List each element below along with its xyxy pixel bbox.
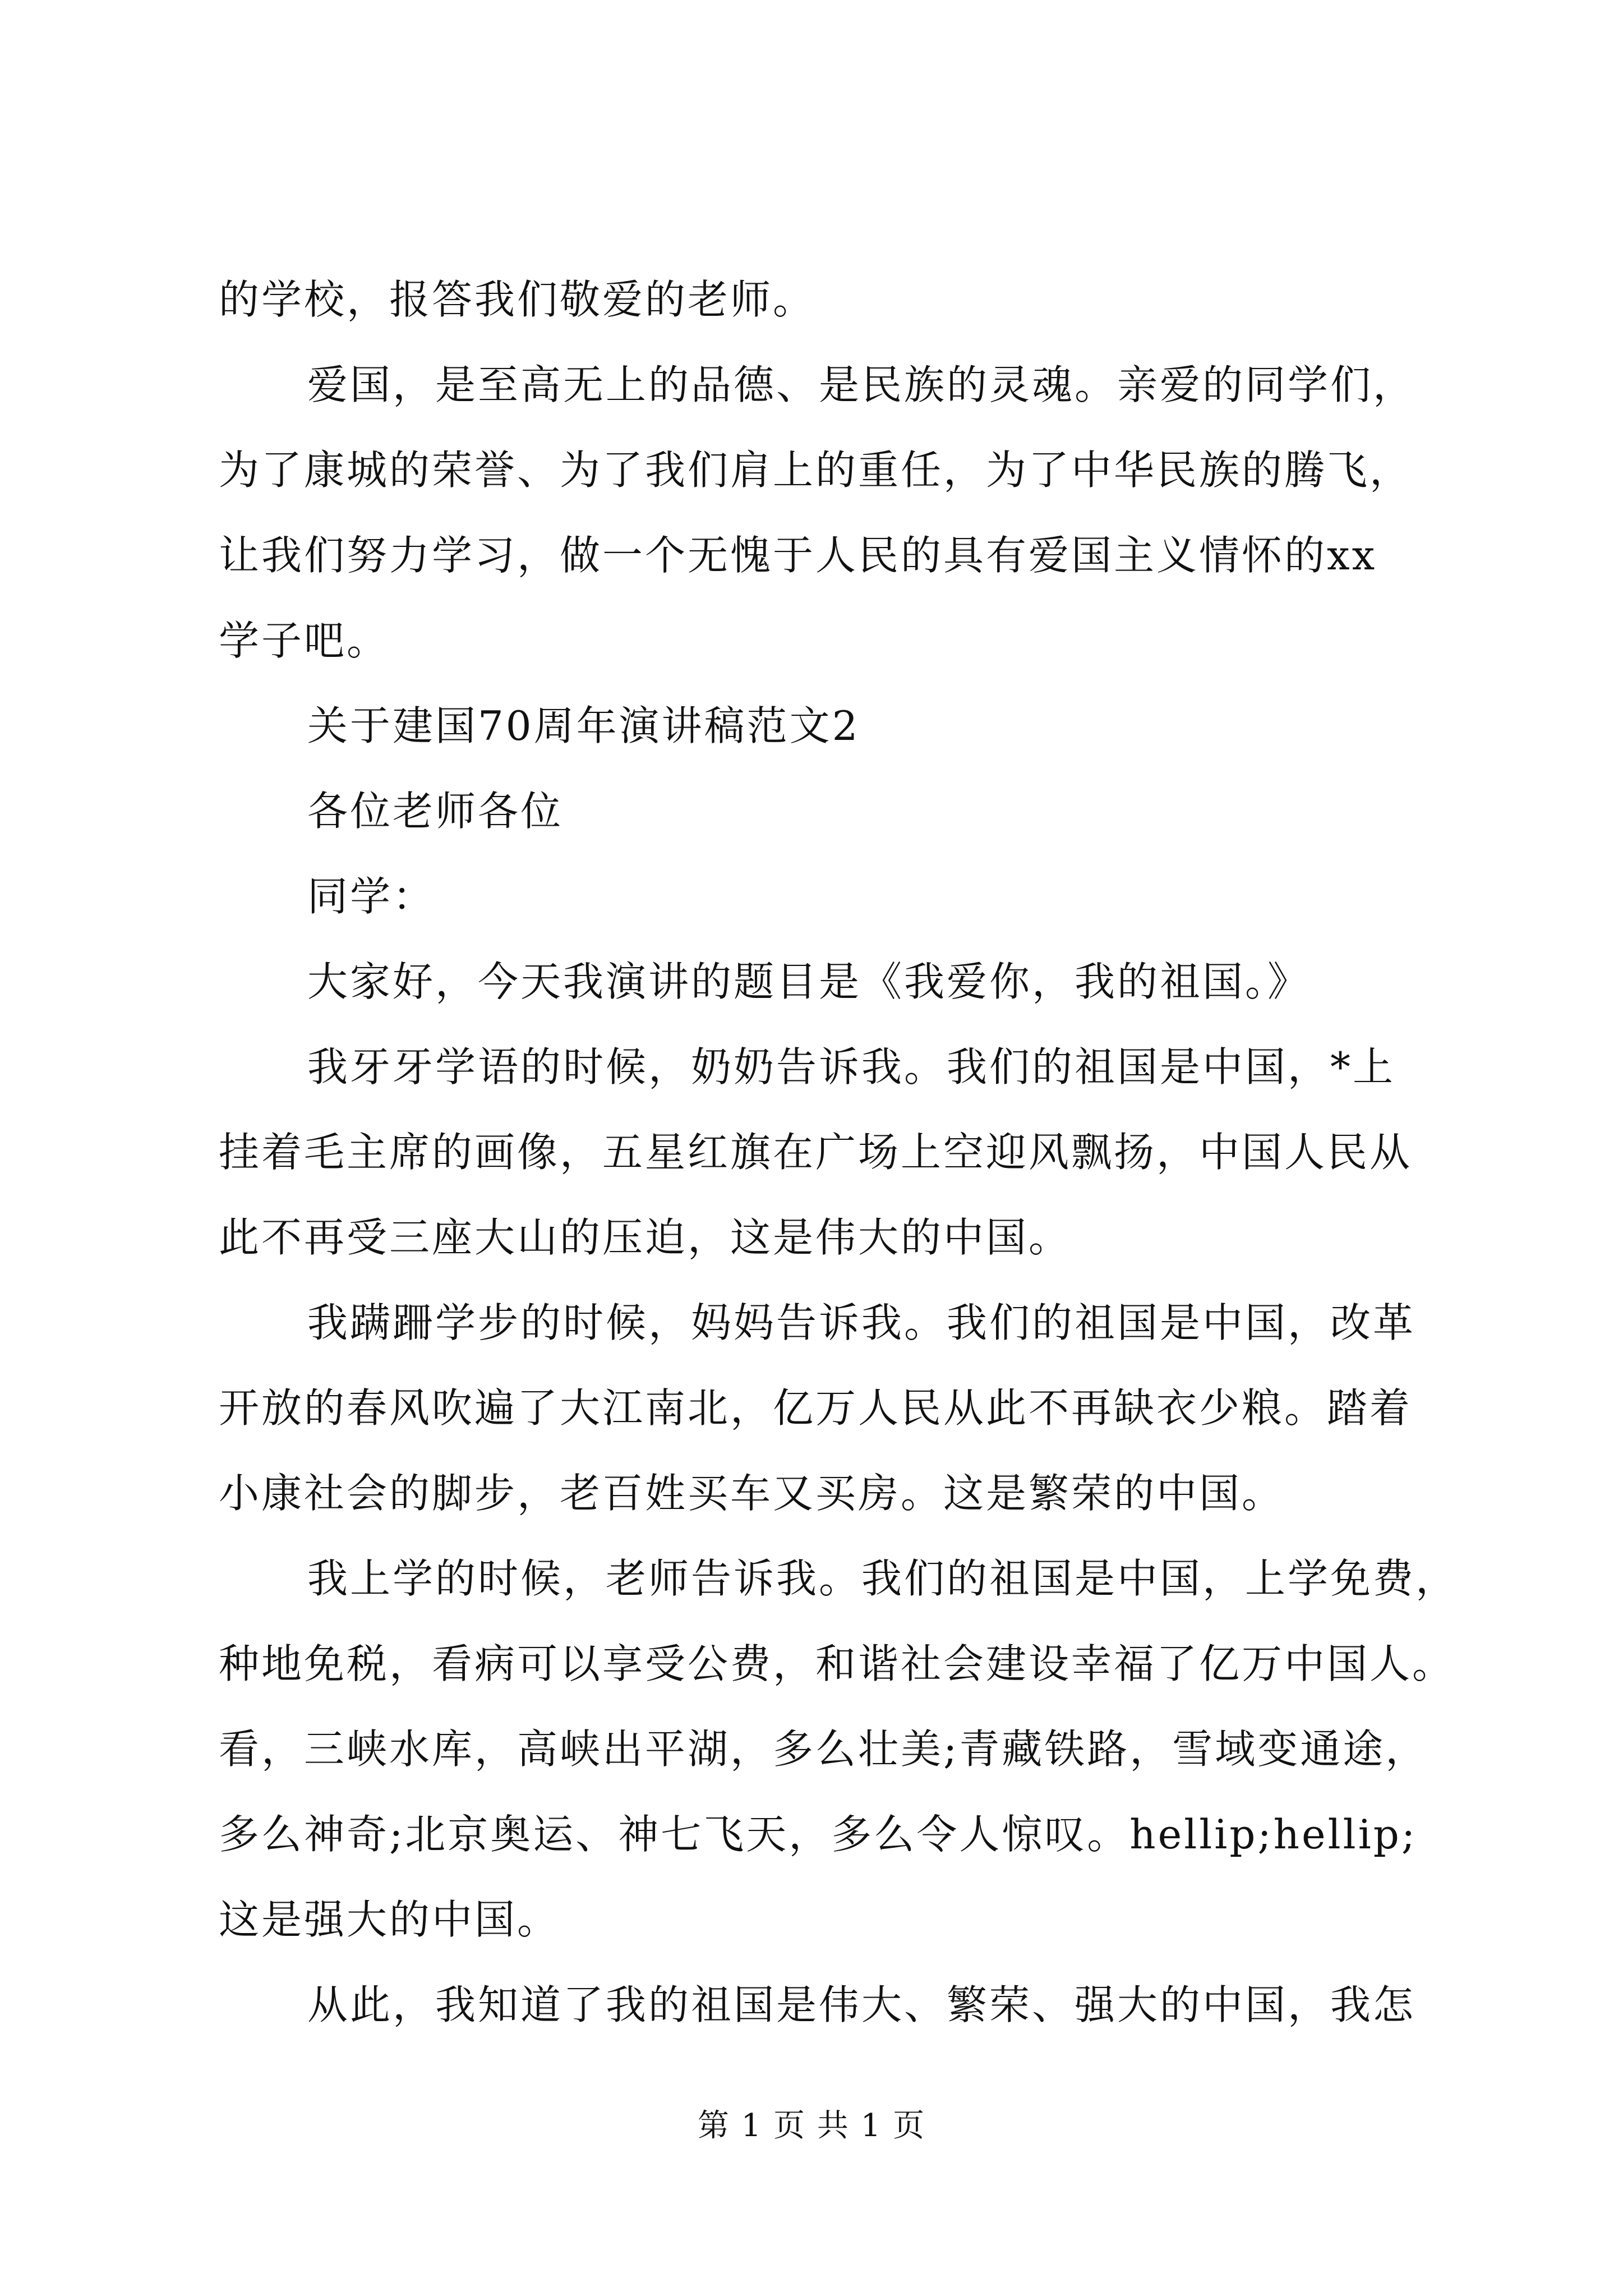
salutation-line: 同学： [307,873,436,920]
text-line: 多么神奇;北京奥运、神七飞天，多么令人惊叹。hellip;hellip; [219,1811,1418,1858]
paragraph-start-line: 我蹒跚学步的时候，妈妈告诉我。我们的祖国是中国，改革 [307,1299,1416,1346]
text-line: 为了康城的荣誉、为了我们肩上的重任，为了中华民族的腾飞， [219,447,1413,494]
text-line: 小康社会的脚步，老百姓买车又买房。这是繁荣的中国。 [219,1470,1285,1517]
paragraph-start-line: 爱国，是至高无上的品德、是民族的灵魂。亲爱的同学们， [307,361,1416,408]
salutation-line: 各位老师各位 [307,788,564,835]
paragraph-start-line: 我牙牙学语的时候，奶奶告诉我。我们的祖国是中国，*上 [307,1043,1396,1091]
text-line: 的学校，报答我们敬爱的老师。 [219,276,816,323]
text-line: 看，三峡水库，高峡出平湖，多么壮美;青藏铁路，雪域变通途， [219,1726,1428,1773]
text-line: 种地免税，看病可以享受公费，和谐社会建设幸福了亿万中国人。 [219,1640,1455,1687]
document-body [219,257,1459,2047]
page-footer [0,2106,1623,2146]
paragraph-start-line: 大家好，今天我演讲的题目是《我爱你，我的祖国。》 [307,958,1311,1005]
section-heading: 关于建国70周年演讲稿范文2 [307,702,860,749]
text-line: 开放的春风吹遍了大江南北，亿万人民从此不再缺衣少粮。踏着 [219,1384,1413,1432]
text-line: 这是强大的中国。 [219,1896,560,1943]
text-line: 此不再受三座大山的压迫，这是伟大的中国。 [219,1214,1072,1261]
page-number-label: 第 1 页 共 1 页 [697,2108,926,2144]
paragraph-start-line: 我上学的时候，老师告诉我。我们的祖国是中国，上学免费， [307,1555,1459,1602]
paragraph-start-line: 从此，我知道了我的祖国是伟大、繁荣、强大的中国，我怎 [307,1981,1416,2028]
text-line: 学子吧。 [219,617,390,664]
text-line: 让我们努力学习，做一个无愧于人民的具有爱国主义情怀的xx [219,532,1377,579]
text-line: 挂着毛主席的画像，五星红旗在广场上空迎风飘扬，中国人民从 [219,1129,1413,1176]
